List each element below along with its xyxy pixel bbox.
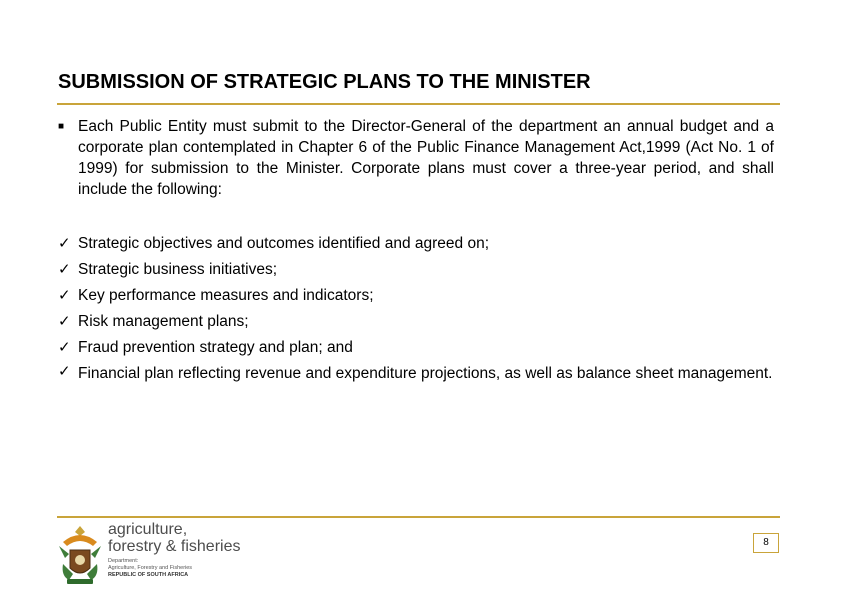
list-item <box>58 309 774 335</box>
list-item-text: Strategic business initiatives; <box>78 261 278 278</box>
slide-title: SUBMISSION OF STRATEGIC PLANS TO THE MINISTER <box>58 71 591 93</box>
brand-line-2: forestry & fisheries <box>108 538 241 555</box>
department-label: Department: <box>108 558 139 564</box>
list-item-text: Financial plan reflecting revenue and expenditure projections, as well as balance sheet management. <box>78 365 773 382</box>
brand-line-1: agriculture, <box>108 521 188 538</box>
intro-text: Each Public Entity must submit to the Director-General of the department an annual budget and a corporate plan contemplated in Chapter 6 of the Public Finance Management Act,1999 (Act No. 1 of 1999) for submission to the Minister. Corporate plans must cover a three-year period, and shall include the following: <box>78 118 774 198</box>
list-item <box>58 231 774 257</box>
department-name: Agriculture, Forestry and Fisheries <box>108 565 193 571</box>
check-mark-icon: ✓ <box>58 313 71 330</box>
footer-divider <box>57 516 780 518</box>
page-number: 8 <box>753 533 779 553</box>
country-name: REPUBLIC OF SOUTH AFRICA <box>108 572 189 578</box>
list-item <box>58 257 774 283</box>
coat-of-arms-icon <box>55 524 105 586</box>
list-item <box>58 283 774 309</box>
list-item-text: Strategic objectives and outcomes identified and agreed on; <box>78 235 490 252</box>
check-mark-icon: ✓ <box>58 287 71 304</box>
list-item <box>58 335 774 361</box>
list-item-text: Fraud prevention strategy and plan; and <box>78 339 353 356</box>
square-bullet-icon: ■ <box>58 121 65 132</box>
check-mark-icon: ✓ <box>58 235 71 252</box>
intro-paragraph <box>58 116 774 200</box>
title-divider <box>57 103 780 105</box>
department-block <box>108 558 192 579</box>
list-item-text: Risk management plans; <box>78 313 249 330</box>
brand-name <box>108 521 240 555</box>
check-mark-icon: ✓ <box>58 363 71 380</box>
list-item <box>58 361 774 384</box>
check-mark-icon: ✓ <box>58 261 71 278</box>
list-item-text: Key performance measures and indicators; <box>78 287 374 304</box>
check-mark-icon: ✓ <box>58 339 71 356</box>
requirements-checklist <box>58 231 774 384</box>
